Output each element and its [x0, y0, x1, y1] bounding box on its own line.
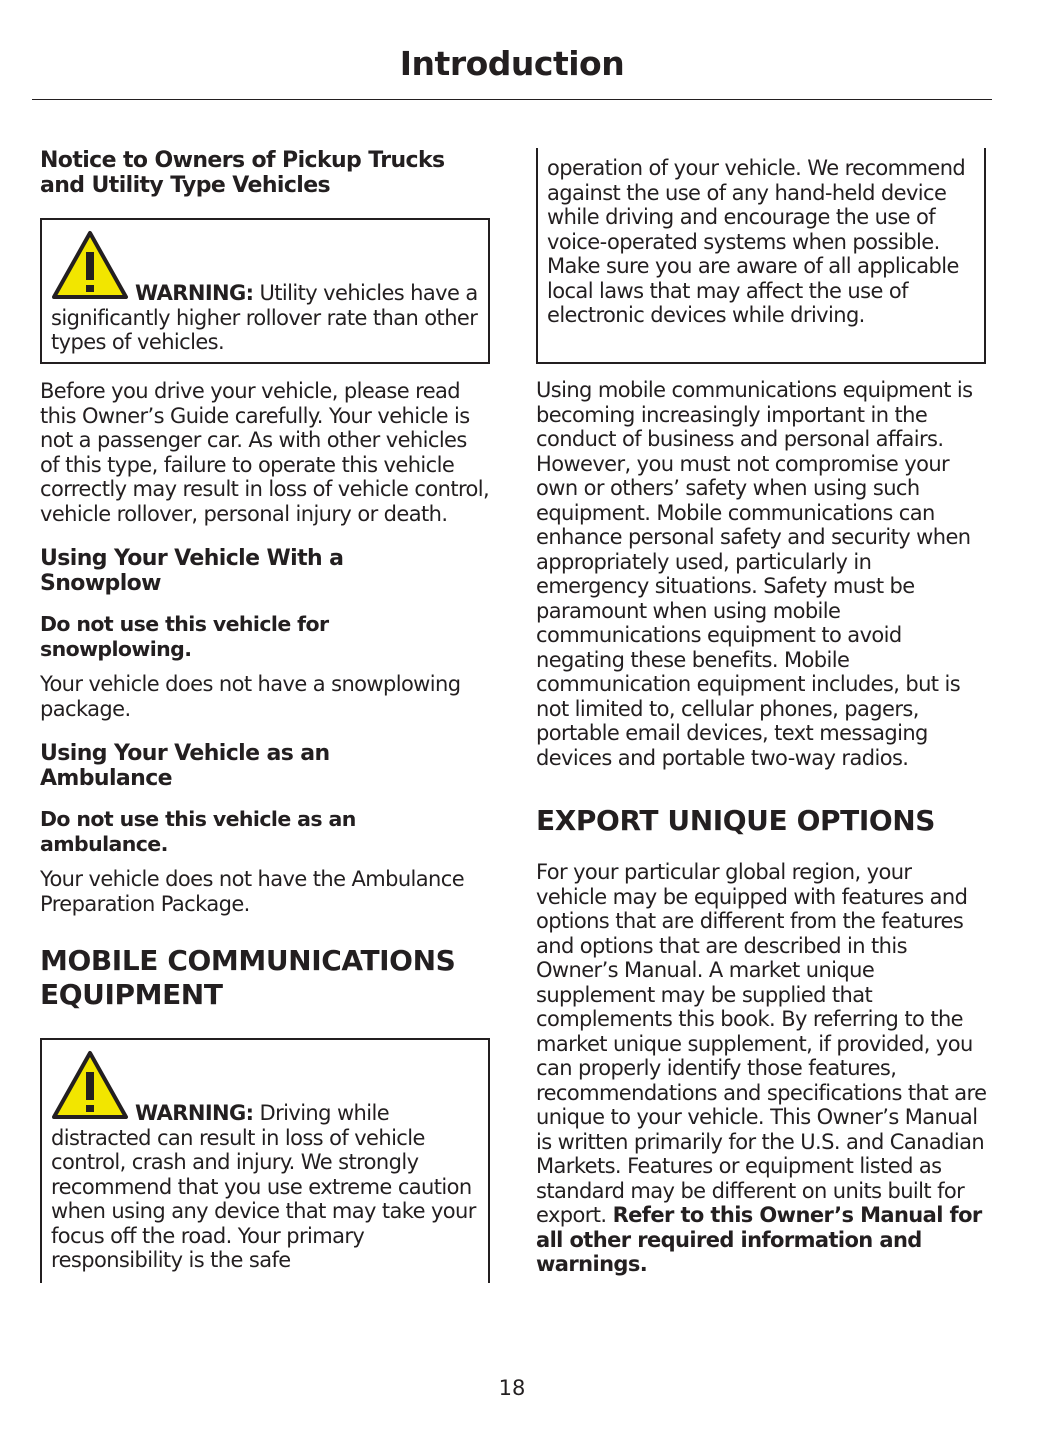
rollover-warning-box: [40, 218, 490, 364]
snowplow-heading: Using Your Vehicle With a Snowplow: [40, 546, 344, 596]
left-column: [40, 148, 490, 1283]
distraction-warning-box-continued: [536, 148, 986, 364]
pickup-paragraph: Before you drive your vehicle, please read this Owner’s Guide carefully. Your vehicle is not a passenger car. As with other vehicles of this type, failure to operate this vehicle correctly may result in loss of vehicle control, vehicle rollover, personal injury or death.: [40, 379, 490, 526]
pickup-heading: Notice to Owners of Pickup Trucks and Utility Type Vehicles: [40, 148, 445, 198]
warning-label: WARNING:: [135, 281, 254, 305]
ambulance-paragraph: Your vehicle does not have the Ambulance Preparation Package.: [40, 867, 465, 916]
ambulance-subheading: Do not use this vehicle as an ambulance.: [40, 807, 356, 856]
snowplow-paragraph: Your vehicle does not have a snowplowing package.: [40, 672, 461, 721]
ambulance-heading: Using Your Vehicle as an Ambulance: [40, 741, 330, 791]
export-heading: EXPORT UNIQUE OPTIONS: [536, 804, 936, 837]
page-title: Introduction: [399, 44, 625, 83]
title-divider: [32, 99, 992, 100]
export-bold-note: Refer to this Owner’s Manual for all other required information and warnings.: [536, 1203, 982, 1276]
export-paragraph: For your particular global region, your vehicle may be equipped with features and options that are different from the features and options that are described in this Owner’s Manual. A market unique supplement may be supplied that complements this book. By referring to the market unique supplement, if provided, you can properly identify those features, recommendations and specifications that are unique to your vehicle. This Owner’s Manual is written primarily for the U.S. and Canadian Markets. Features or equipment listed as standard may be different on units built for export. Refer to this Owner’s Manual for all other required information and warnings.: [536, 860, 987, 1276]
snowplow-subheading: Do not use this vehicle for snowplowing.: [40, 612, 329, 661]
warning-label: WARNING:: [135, 1101, 254, 1125]
warning-text: Driving while: [259, 1101, 390, 1125]
warning-continued-text: operation of your vehicle. We recommend against the use of any hand-held device while driving and encourage the use of voice-operated systems when possible. Make sure you are aware of all applicable local laws that may affect the use of electronic devices while driving.: [547, 156, 966, 327]
warning-triangle-icon: [51, 1050, 129, 1126]
warning-triangle-icon: [51, 230, 129, 306]
warning-text-rest: a significantly higher rollover rate than other types of vehicles.: [51, 281, 478, 354]
warning-text: Utility vehicles have: [259, 281, 460, 305]
mobile-paragraph: Using mobile communications equipment is becoming increasingly important in the conduct of business and personal affairs. However, you must not compromise your own or others’ safety when using such equipment. Mobile communications can enhance personal safety and security when appropriately used, particularly in emergency situations. Safety must be paramount when using mobile communications equipment to avoid negating these benefits. Mobile communication equipment includes, but is not limited to, cellular phones, pagers, portable email devices, text messaging devices and portable two-way radios.: [536, 378, 973, 770]
right-column: [536, 148, 986, 1277]
distraction-warning-box: [40, 1038, 490, 1283]
warning-text-rest: distracted can result in loss of vehicle control, crash and injury. We strongly recommend that you use extreme caution when using any device that may take your focus off the road. Your primary responsibility is the safe: [51, 1125, 476, 1272]
page-number: 18: [498, 1376, 526, 1400]
mobile-communications-heading: MOBILE COMMUNICATIONS EQUIPMENT: [40, 944, 456, 1011]
